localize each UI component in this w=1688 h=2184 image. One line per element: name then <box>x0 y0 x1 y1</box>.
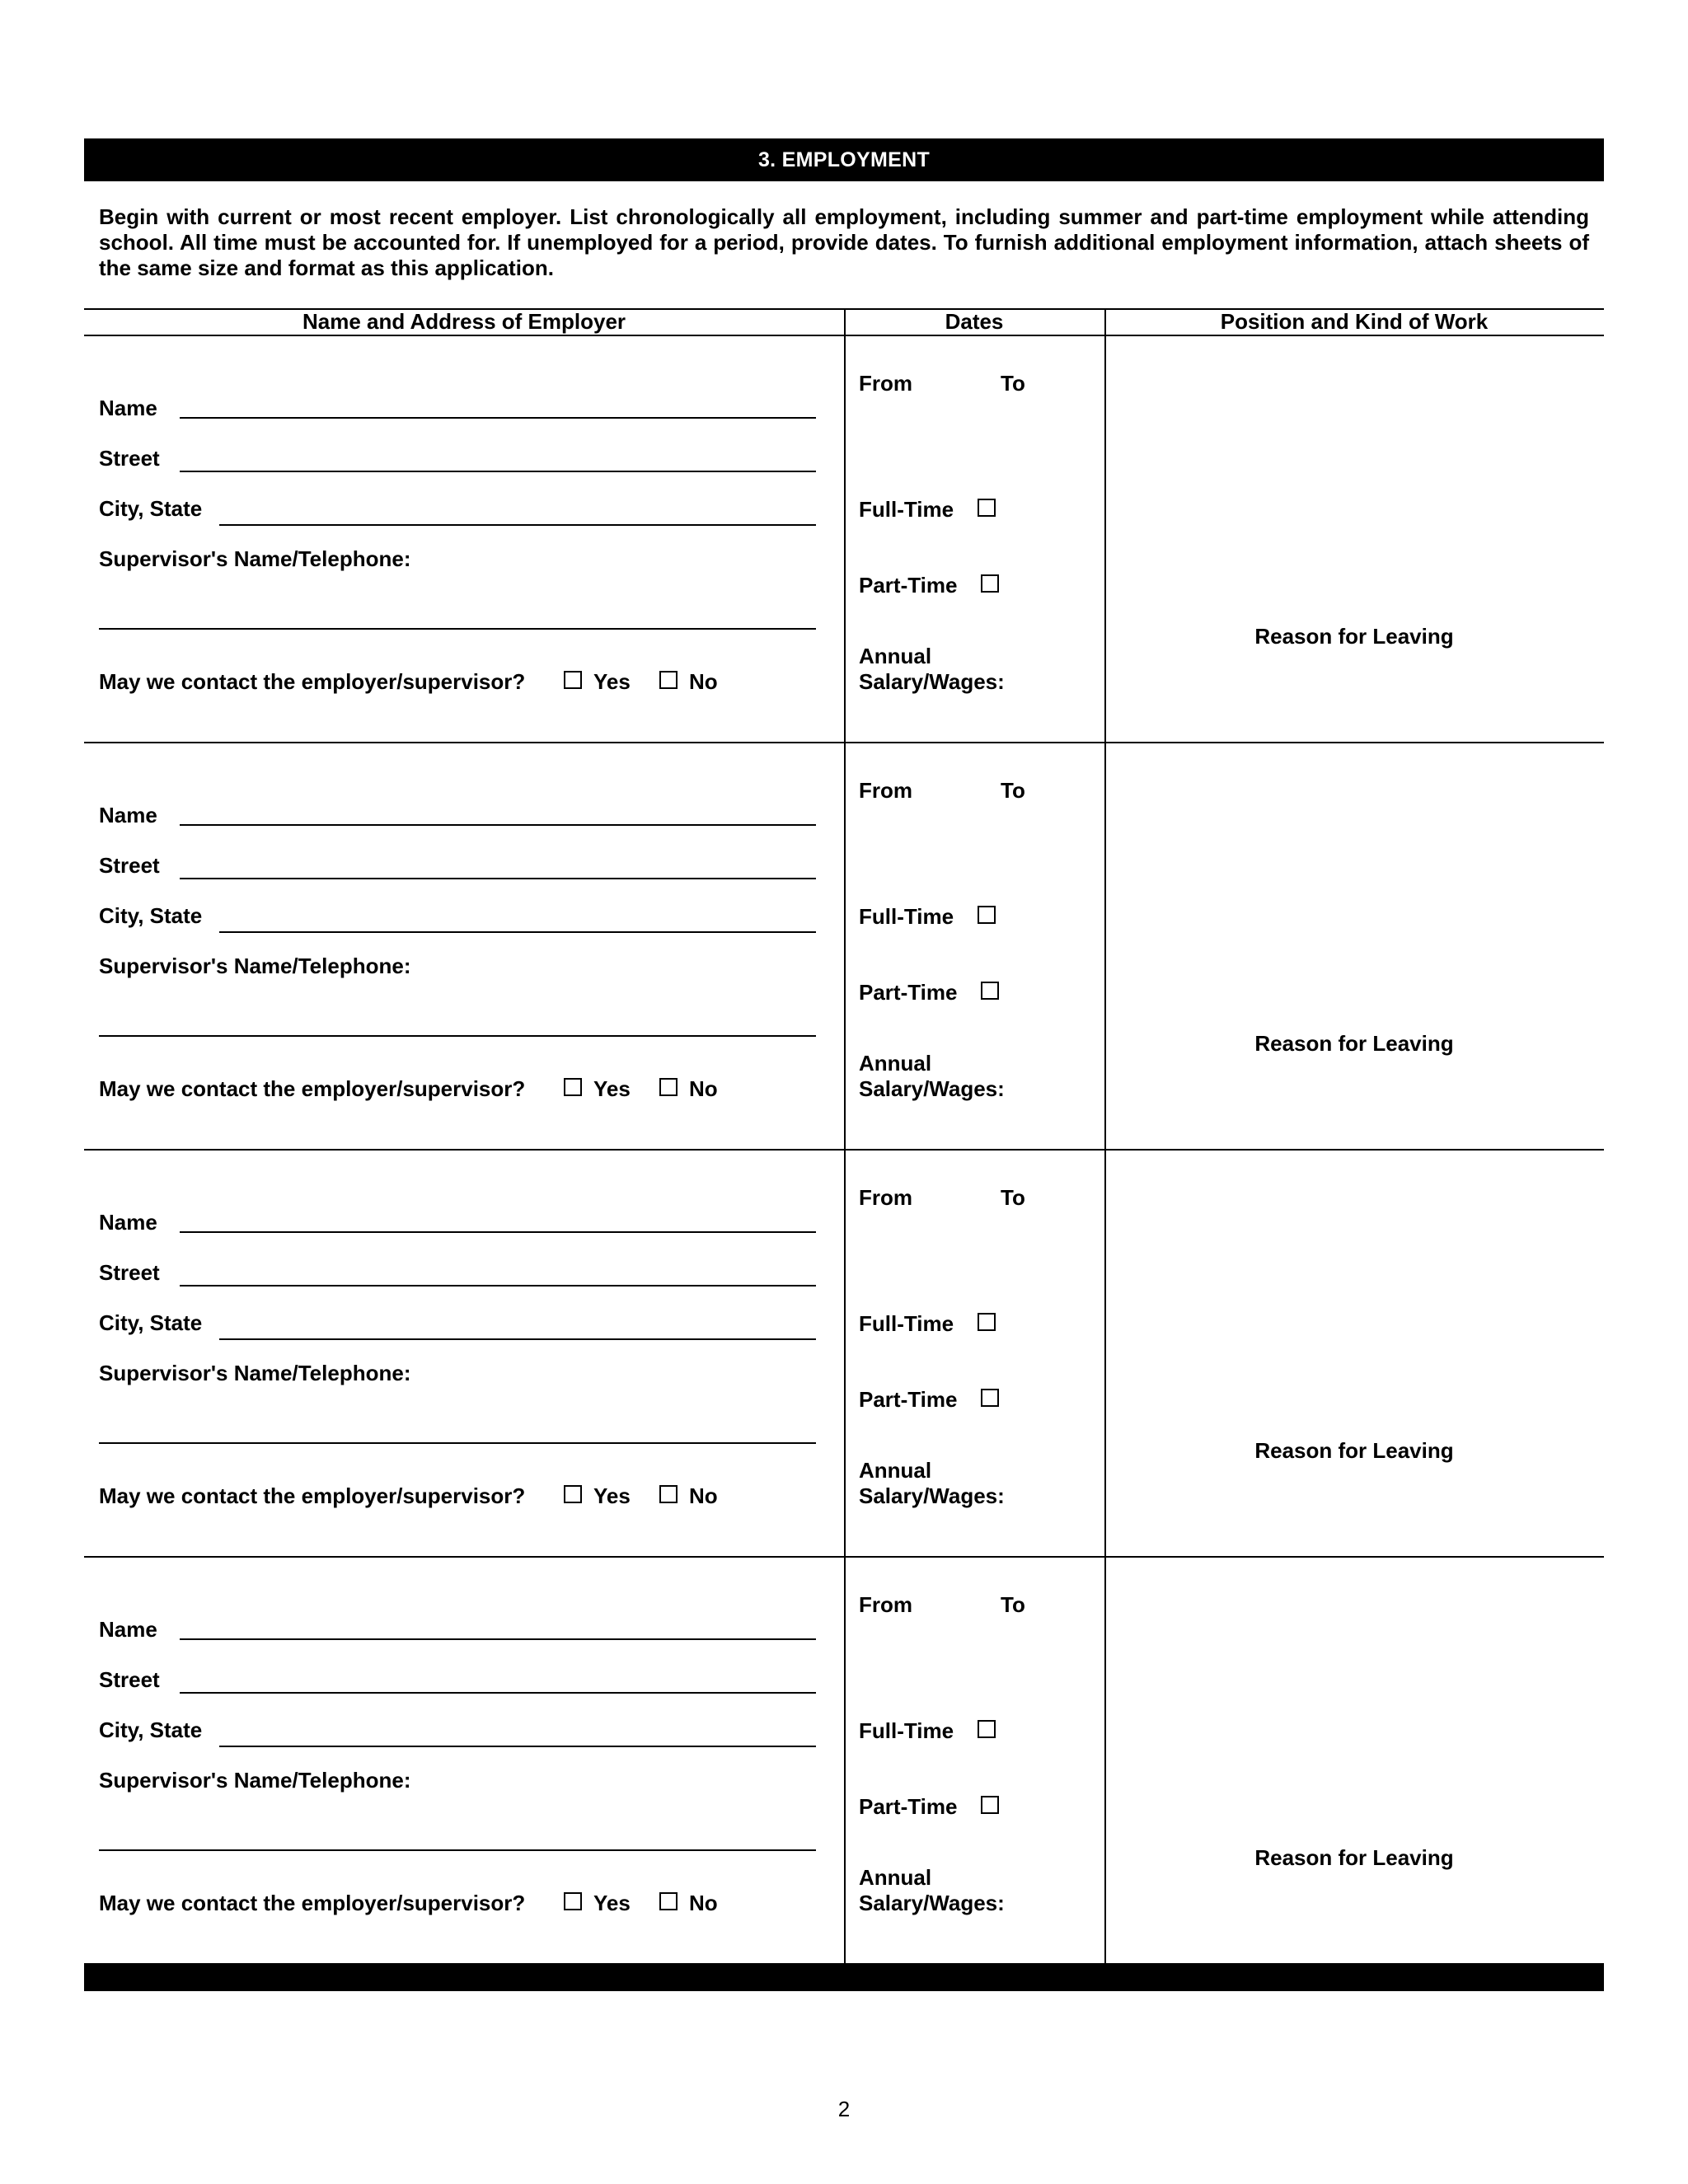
contact-question: May we contact the employer/supervisor? <box>99 1483 526 1508</box>
city-state-input-line[interactable] <box>219 1746 816 1747</box>
full-time-checkbox[interactable] <box>978 1720 996 1738</box>
section-bottom-bar <box>84 1963 1604 1991</box>
street-label: Street <box>99 853 160 878</box>
contact-yes-checkbox[interactable] <box>564 1078 582 1096</box>
salary-wages-label: Salary/Wages: <box>859 669 1005 694</box>
reason-for-leaving-label: Reason for Leaving <box>1254 624 1454 649</box>
contact-no-label: No <box>689 1483 718 1508</box>
name-input-line[interactable] <box>180 1231 816 1233</box>
supervisor-label: Supervisor's Name/Telephone: <box>99 546 411 571</box>
to-label: To <box>1001 371 1025 396</box>
supervisor-input-line[interactable] <box>99 1849 816 1851</box>
contact-question: May we contact the employer/supervisor? <box>99 669 526 694</box>
part-time-checkbox[interactable] <box>981 1796 999 1814</box>
city-state-label: City, State <box>99 903 203 928</box>
street-label: Street <box>99 446 160 471</box>
part-time-checkbox[interactable] <box>981 574 999 593</box>
contact-yes-checkbox[interactable] <box>564 671 582 689</box>
part-time-checkbox[interactable] <box>981 1389 999 1407</box>
reason-for-leaving-label: Reason for Leaving <box>1254 1438 1454 1463</box>
contact-yes-label: Yes <box>593 1891 631 1915</box>
name-label: Name <box>99 1210 157 1235</box>
part-time-label: Part-Time <box>859 1387 958 1412</box>
street-label: Street <box>99 1260 160 1285</box>
section-title: 3. EMPLOYMENT <box>84 138 1604 181</box>
column-header-dates: Dates <box>945 308 1004 334</box>
employer-entry <box>84 1149 1604 1556</box>
part-time-checkbox[interactable] <box>981 982 999 1000</box>
contact-no-checkbox[interactable] <box>659 671 678 689</box>
street-label: Street <box>99 1667 160 1692</box>
full-time-label: Full-Time <box>859 904 954 929</box>
supervisor-label: Supervisor's Name/Telephone: <box>99 1768 411 1793</box>
street-input-line[interactable] <box>180 878 816 879</box>
full-time-label: Full-Time <box>859 497 954 522</box>
supervisor-input-line[interactable] <box>99 1035 816 1037</box>
supervisor-label: Supervisor's Name/Telephone: <box>99 1361 411 1385</box>
street-input-line[interactable] <box>180 1692 816 1694</box>
contact-yes-checkbox[interactable] <box>564 1485 582 1503</box>
city-state-input-line[interactable] <box>219 524 816 526</box>
street-input-line[interactable] <box>180 1285 816 1286</box>
reason-for-leaving-label: Reason for Leaving <box>1254 1845 1454 1870</box>
from-label: From <box>859 371 912 396</box>
contact-no-checkbox[interactable] <box>659 1485 678 1503</box>
annual-label: Annual <box>859 1051 932 1076</box>
contact-yes-label: Yes <box>593 1483 631 1508</box>
contact-yes-label: Yes <box>593 669 631 694</box>
part-time-label: Part-Time <box>859 980 958 1005</box>
city-state-label: City, State <box>99 496 203 521</box>
name-input-line[interactable] <box>180 824 816 826</box>
full-time-checkbox[interactable] <box>978 499 996 517</box>
contact-yes-label: Yes <box>593 1076 631 1101</box>
column-header-position: Position and Kind of Work <box>1220 308 1489 334</box>
contact-no-checkbox[interactable] <box>659 1078 678 1096</box>
full-time-checkbox[interactable] <box>978 906 996 924</box>
salary-wages-label: Salary/Wages: <box>859 1483 1005 1508</box>
full-time-label: Full-Time <box>859 1311 954 1336</box>
name-label: Name <box>99 1617 157 1642</box>
city-state-label: City, State <box>99 1310 203 1335</box>
employer-entry <box>84 335 1604 742</box>
name-label: Name <box>99 396 157 420</box>
to-label: To <box>1001 1592 1025 1617</box>
employer-entry <box>84 742 1604 1149</box>
employer-entry <box>84 1556 1604 1963</box>
name-input-line[interactable] <box>180 1638 816 1640</box>
reason-for-leaving-label: Reason for Leaving <box>1254 1031 1454 1056</box>
supervisor-input-line[interactable] <box>99 628 816 630</box>
annual-label: Annual <box>859 1865 932 1890</box>
contact-no-label: No <box>689 1891 718 1915</box>
from-label: From <box>859 1592 912 1617</box>
contact-no-label: No <box>689 669 718 694</box>
employment-table <box>84 308 1604 1915</box>
full-time-checkbox[interactable] <box>978 1313 996 1331</box>
contact-question: May we contact the employer/supervisor? <box>99 1891 526 1915</box>
city-state-input-line[interactable] <box>219 1338 816 1340</box>
from-label: From <box>859 778 912 803</box>
salary-wages-label: Salary/Wages: <box>859 1891 1005 1915</box>
contact-question: May we contact the employer/supervisor? <box>99 1076 526 1101</box>
supervisor-label: Supervisor's Name/Telephone: <box>99 954 411 978</box>
name-label: Name <box>99 803 157 827</box>
name-input-line[interactable] <box>180 417 816 419</box>
salary-wages-label: Salary/Wages: <box>859 1076 1005 1101</box>
to-label: To <box>1001 778 1025 803</box>
annual-label: Annual <box>859 644 932 668</box>
annual-label: Annual <box>859 1458 932 1483</box>
contact-no-checkbox[interactable] <box>659 1892 678 1910</box>
instructions-paragraph: Begin with current or most recent employer. List chronologically all employment, including summer and part-time employment while attending school. All time must be accounted for. If unemployed for a period, provide dates. To furnish additional employment information, attach sheets of the same size and format as this application. <box>99 204 1589 280</box>
contact-no-label: No <box>689 1076 718 1101</box>
street-input-line[interactable] <box>180 471 816 472</box>
city-state-input-line[interactable] <box>219 931 816 933</box>
contact-yes-checkbox[interactable] <box>564 1892 582 1910</box>
to-label: To <box>1001 1185 1025 1210</box>
page-number: 2 <box>837 2097 851 2121</box>
full-time-label: Full-Time <box>859 1718 954 1743</box>
part-time-label: Part-Time <box>859 573 958 598</box>
part-time-label: Part-Time <box>859 1794 958 1819</box>
from-label: From <box>859 1185 912 1210</box>
supervisor-input-line[interactable] <box>99 1442 816 1444</box>
city-state-label: City, State <box>99 1718 203 1742</box>
column-header-employer: Name and Address of Employer <box>302 308 626 334</box>
